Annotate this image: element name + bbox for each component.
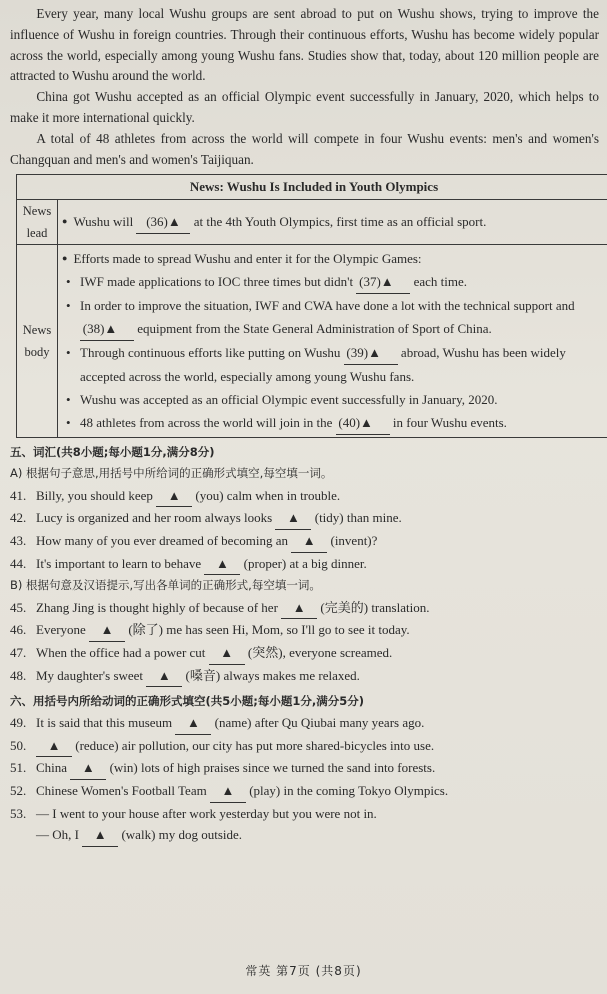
intro-paragraph-3: A total of 48 athletes from across the world will compete in four Wushu events: men's and women's Changquan and men's and women's Taijiquan. <box>10 130 599 167</box>
answer-blank[interactable]: ▲ <box>291 530 327 553</box>
part-a-instruction: A) 根据句子意思,用括号中所给词的正确形式填空,每空填一词。 <box>10 466 333 481</box>
section-5-heading: 五、词汇(共8小题;每小题1分,满分8分) <box>10 445 215 460</box>
section-6-heading: 六、用括号内所给动词的正确形式填空(共5小题;每小题1分,满分5分) <box>10 694 364 709</box>
answer-blank[interactable]: ▲ <box>275 507 311 530</box>
news-body-label: News body <box>17 245 58 438</box>
news-body-item: • In order to improve the situation, IWF and CWA have done a lot with the technical support and (38)▲ equipment from the State General Administration of Sport of China. <box>62 294 605 341</box>
intro-paragraph-1: Every year, many local Wushu groups are sent abroad to put on Wushu shows, trying to improve the influence of Wushu in foreign countries. Through their continuous efforts, Wushu has become widely popular across the world, especially among young Wushu fans. Studies show that, today, about 120 million people are attracted to Wushu around the world. <box>10 6 599 84</box>
question-53-reply: — Oh, I ▲ (walk) my dog outside. <box>10 824 599 847</box>
answer-blank[interactable]: ▲ <box>281 597 317 620</box>
blank-36[interactable]: (36)▲ <box>136 210 190 234</box>
news-body-content <box>58 245 607 438</box>
question-51: 51. China ▲ (win) lots of high praises since we turned the sand into forests. <box>10 757 599 780</box>
question-44: 44. It's important to learn to behave ▲ (proper) at a big dinner. <box>10 553 599 576</box>
blank-38[interactable]: (38)▲ <box>80 317 134 341</box>
answer-blank[interactable]: ▲ <box>82 824 118 847</box>
answer-blank[interactable]: ▲ <box>36 735 72 758</box>
news-body-item: • 48 athletes from across the world will join in the (40)▲ in four Wushu events. <box>62 411 605 435</box>
news-body-intro: ● Efforts made to spread Wushu and enter it for the Olympic Games: <box>62 247 605 270</box>
part-b-instruction: B) 根据句意及汉语提示,写出各单词的正确形式,每空填一词。 <box>10 578 321 593</box>
answer-blank[interactable]: ▲ <box>89 619 125 642</box>
news-body-item: • IWF made applications to IOC three times but didn't (37)▲ each time. <box>62 270 605 294</box>
news-table <box>16 174 607 438</box>
intro-paragraph-2: China got Wushu accepted as an official Olympic event successfully in January, 2020, which helps to make it more international quickly. <box>10 89 599 125</box>
question-53: 53. — I went to your house after work yesterday but you were not in. <box>10 805 377 821</box>
question-43: 43. How many of you ever dreamed of becoming an ▲ (invent)? <box>10 530 599 553</box>
question-48: 48. My daughter's sweet ▲ (嗓音) always makes me relaxed. <box>10 665 599 688</box>
blank-39[interactable]: (39)▲ <box>344 341 398 365</box>
blank-37[interactable]: (37)▲ <box>356 270 410 294</box>
question-46: 46. Everyone ▲ (除了) me has seen Hi, Mom, so I'll go to see it today. <box>10 619 599 642</box>
question-50: 50. ▲ (reduce) air pollution, our city has put more shared-bicycles into use. <box>10 735 599 758</box>
answer-blank[interactable]: ▲ <box>209 642 245 665</box>
bullet-icon <box>62 251 73 266</box>
question-52: 52. Chinese Women's Football Team ▲ (play) in the coming Tokyo Olympics. <box>10 780 599 803</box>
question-41: 41. Billy, you should keep ▲ (you) calm when in trouble. <box>10 485 599 508</box>
answer-blank[interactable]: ▲ <box>175 712 211 735</box>
question-47: 47. When the office had a power cut ▲ (突然), everyone screamed. <box>10 642 599 665</box>
news-lead-content: ● Wushu will (36)▲ at the 4th Youth Olympics, first time as an official sport. <box>58 200 607 245</box>
answer-blank[interactable]: ▲ <box>146 665 182 688</box>
answer-blank[interactable]: ▲ <box>204 553 240 576</box>
page-footer: 常英 第7页 (共8页) <box>245 964 362 978</box>
bullet-icon <box>62 214 73 229</box>
news-table-title: News: Wushu Is Included in Youth Olympics <box>17 175 607 200</box>
news-body-item: • Wushu was accepted as an official Olympic event successfully in January, 2020. <box>62 388 605 411</box>
news-lead-label: News lead <box>17 200 58 245</box>
answer-blank[interactable]: ▲ <box>70 757 106 780</box>
question-45: 45. Zhang Jing is thought highly of because of her ▲ (完美的) translation. <box>10 597 599 620</box>
question-42: 42. Lucy is organized and her room always looks ▲ (tidy) than mine. <box>10 507 599 530</box>
answer-blank[interactable]: ▲ <box>156 485 192 508</box>
question-49: 49. It is said that this museum ▲ (name) after Qu Qiubai many years ago. <box>10 712 599 735</box>
answer-blank[interactable]: ▲ <box>210 780 246 803</box>
blank-40[interactable]: (40)▲ <box>336 411 390 435</box>
news-body-item: • Through continuous efforts like putting on Wushu (39)▲ abroad, Wushu has been widely accepted across the world, especially among young Wushu fans. <box>62 341 605 388</box>
